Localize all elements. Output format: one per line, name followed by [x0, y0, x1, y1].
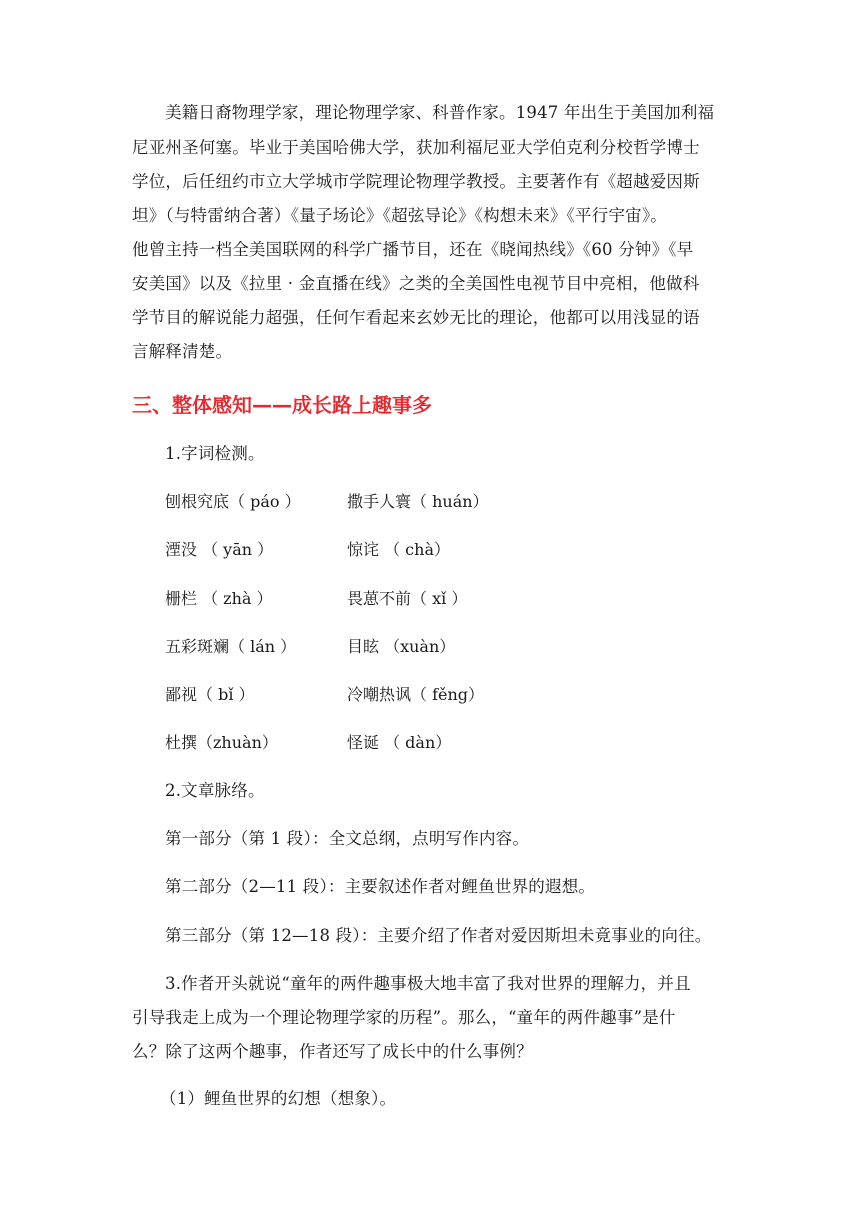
- text-line: 言解释清楚。: [132, 342, 233, 361]
- vocab-item: 五彩斑斓（ lán ）: [165, 637, 297, 656]
- text-line: 学节目的解说能力超强，任何乍看起来玄妙无比的理论，他都可以用浅显的语: [132, 308, 700, 327]
- text-line: 引导我走上成为一个理论物理学家的历程”。那么，“童年的两件趣事”是什: [132, 1008, 676, 1027]
- vocab-item: 撒手人寰（ huán）: [347, 492, 489, 511]
- vocab-item: 冷嘲热讽（ fěng）: [347, 685, 485, 704]
- structure-part: 第三部分（第 12—18 段）：主要介绍了作者对爱因斯坦未竟事业的向往。: [165, 926, 712, 945]
- text-line: 他曾主持一档全美国联网的科学广播节目，还在《晓闻热线》《60 分钟》《早: [132, 240, 694, 259]
- vocab-item: 鄙视（ bǐ ）: [165, 685, 255, 704]
- question-1-title: 1.字词检测。: [165, 444, 265, 463]
- vocab-item: 怪诞 （ dàn）: [347, 733, 452, 752]
- section-heading: 三、整体感知——成长路上趣事多: [132, 393, 432, 417]
- question-2-title: 2.文章脉络。: [165, 781, 265, 800]
- text-line: 3.作者开头就说“童年的两件趣事极大地丰富了我对世界的理解力，并且: [165, 974, 691, 993]
- vocab-item: 刨根究底（ páo ）: [165, 492, 301, 511]
- text-line: 么？除了这两个趣事，作者还写了成长中的什么事例？: [132, 1042, 533, 1061]
- structure-part: 第二部分（2—11 段）：主要叙述作者对鲤鱼世界的遐想。: [165, 877, 596, 896]
- text-line: 坦》（与特雷纳合著）《量子场论》《超弦导论》《构想未来》《平行宇宙》。: [132, 206, 667, 225]
- vocab-item: 湮没 （ yān ）: [165, 540, 274, 559]
- vocab-item: 栅栏 （ zhà ）: [165, 589, 273, 608]
- text-line: 尼亚州圣何塞。毕业于美国哈佛大学，获加利福尼亚大学伯克利分校哲学博士: [132, 138, 700, 157]
- text-line: 美籍日裔物理学家，理论物理学家、科普作家。1947 年出生于美国加利福: [165, 103, 715, 122]
- answer-item: （1）鲤鱼世界的幻想（想象）。: [160, 1089, 397, 1108]
- vocab-item: 目眩 （xuàn）: [347, 637, 456, 656]
- vocab-item: 杜撰（zhuàn）: [165, 733, 278, 752]
- text-line: 学位，后任纽约市立大学城市学院理论物理学教授。主要著作有《超越爱因斯: [132, 172, 700, 191]
- vocab-item: 惊诧 （ chà）: [347, 540, 450, 559]
- vocab-item: 畏葸不前（ xǐ ）: [347, 589, 468, 608]
- structure-part: 第一部分（第 1 段）：全文总纲，点明写作内容。: [165, 829, 530, 848]
- text-line: 安美国》以及《拉里 · 金直播在线》之类的全美国性电视节目中亮相，他做科: [132, 274, 700, 293]
